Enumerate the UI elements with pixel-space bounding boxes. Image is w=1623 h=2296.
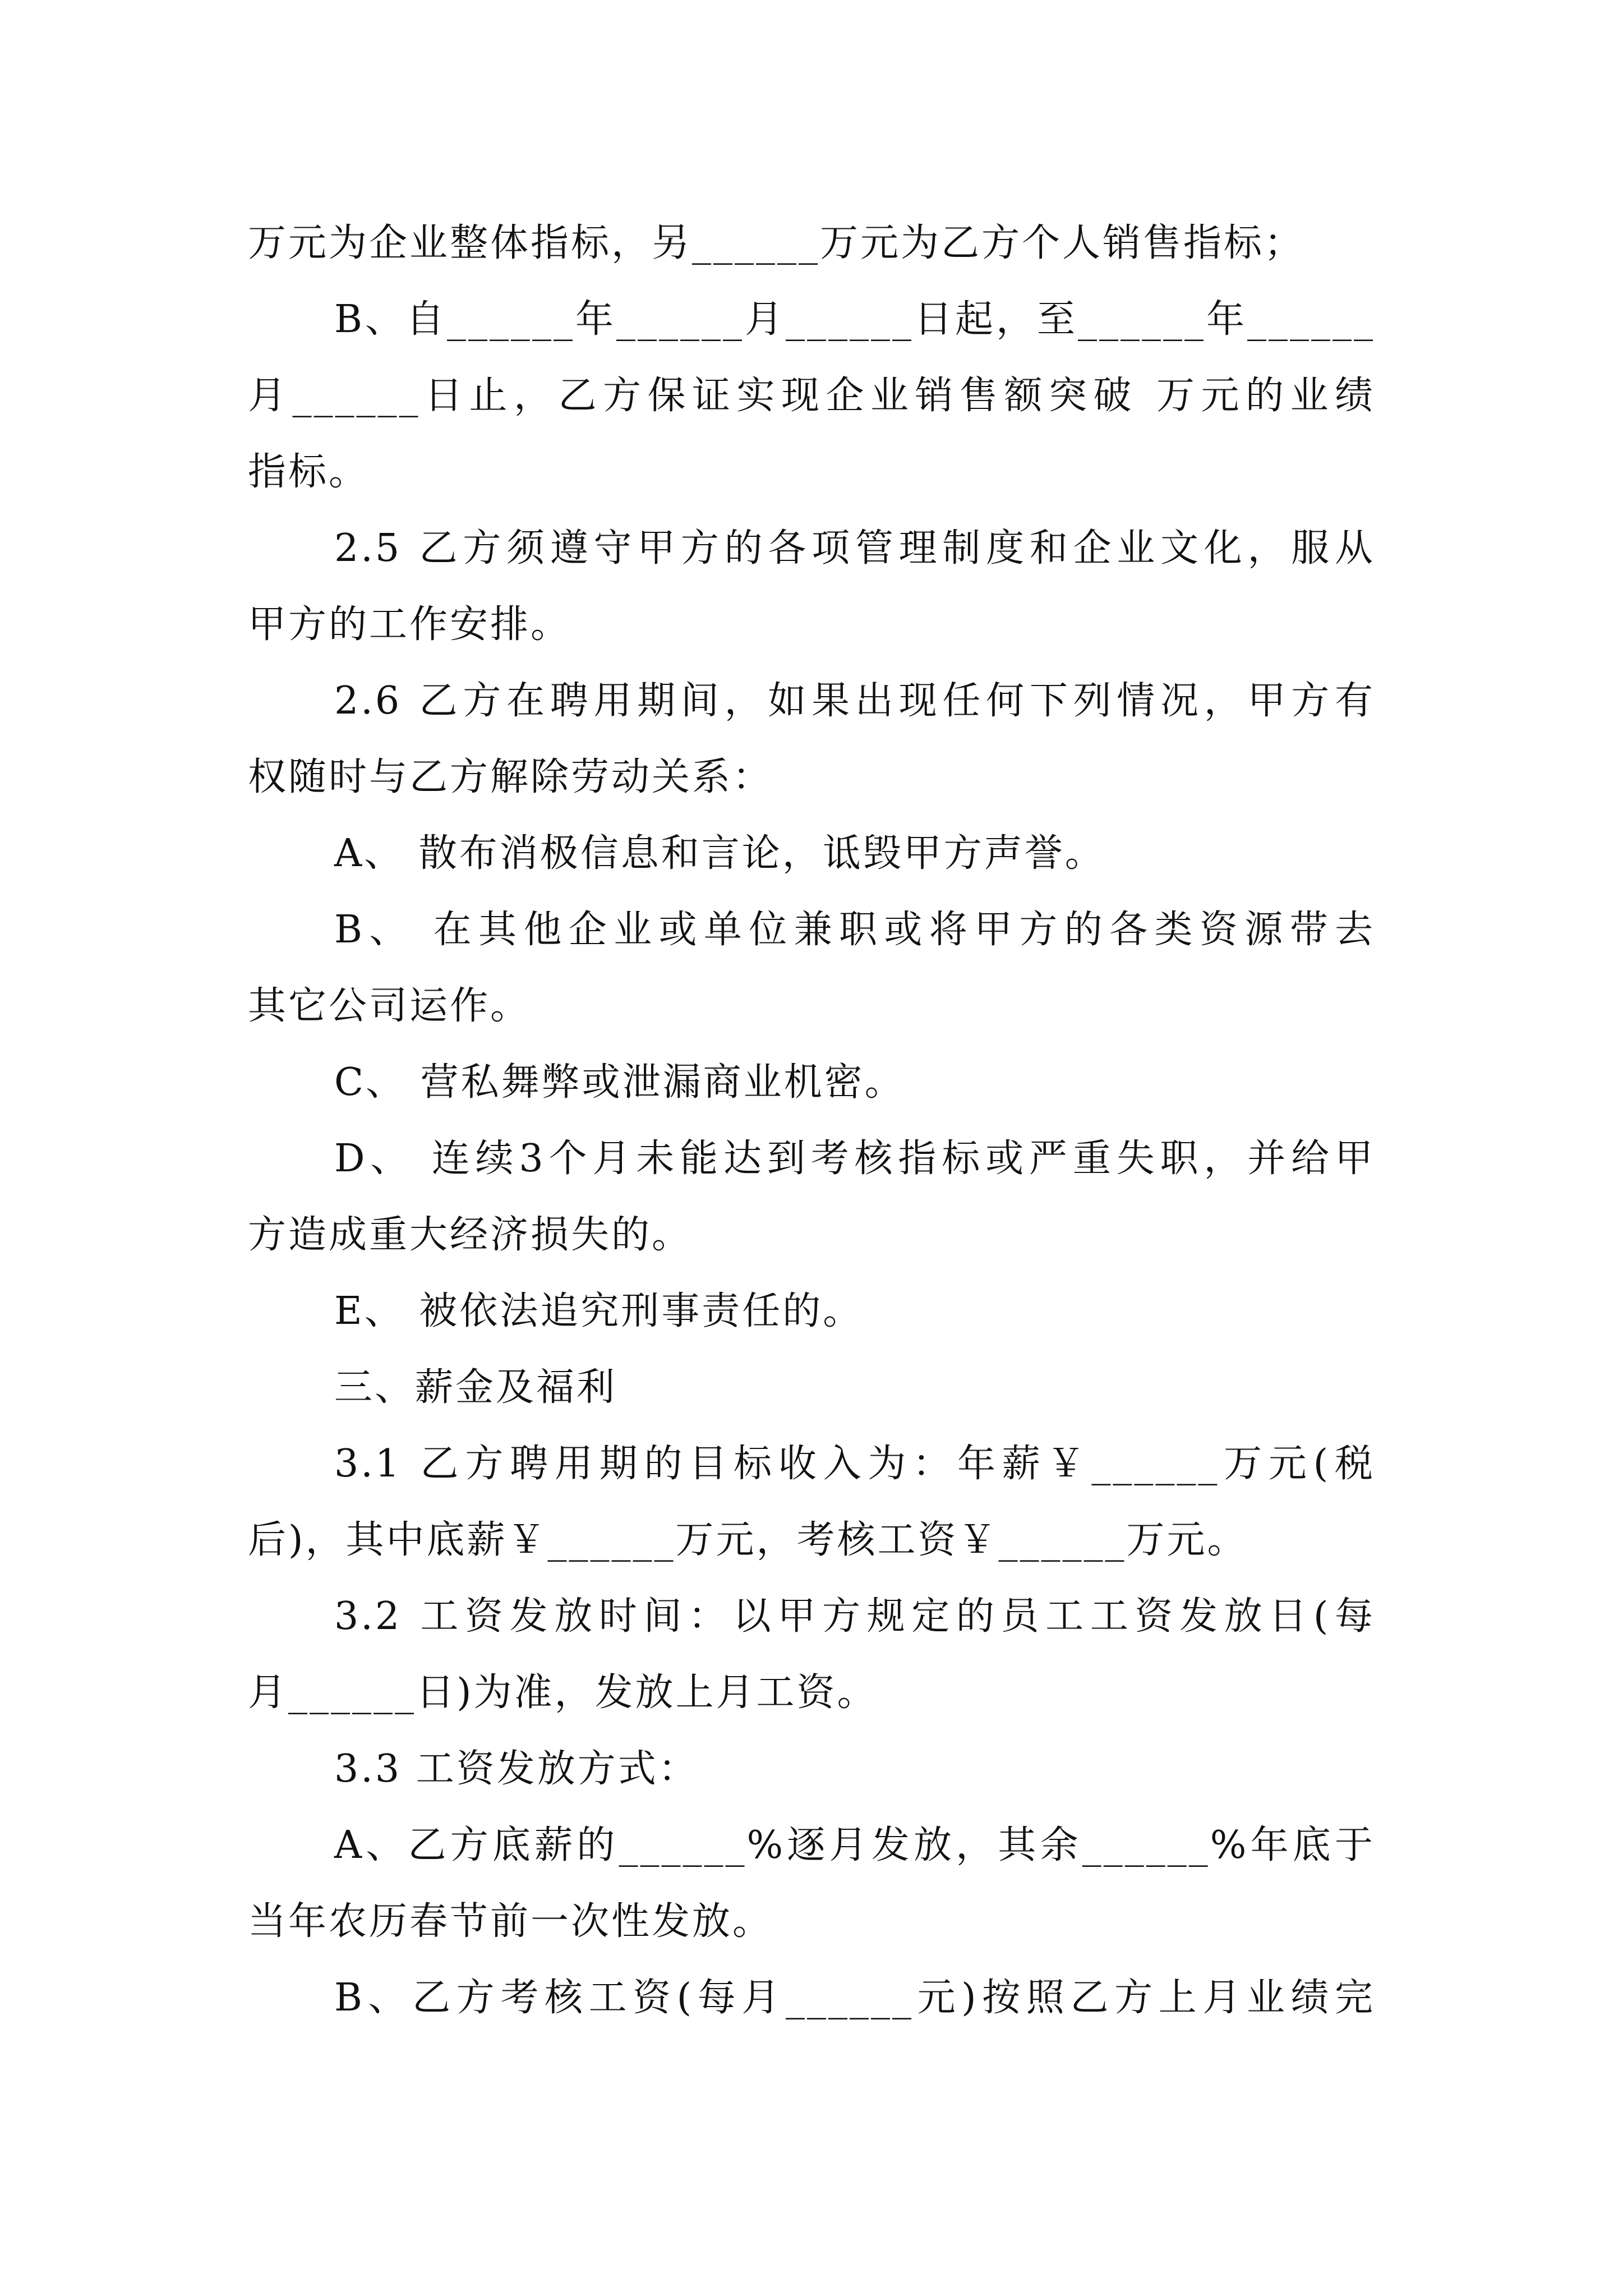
text-line: B、 在其他企业或单位兼职或将甲方的各类资源带去 <box>334 908 1375 952</box>
text-line: B、自______年______月______日起，至______年______ <box>334 297 1375 342</box>
text-line: 方造成重大经济损失的。 <box>248 1213 693 1257</box>
text-line: 3.3 工资发放方式： <box>334 1747 699 1791</box>
text-line: 月______日)为准，发放上月工资。 <box>248 1671 878 1715</box>
text-line: 3.1 乙方聘用期的目标收入为：年薪￥______万元(税 <box>334 1442 1375 1486</box>
text-line: 2.5 乙方须遵守甲方的各项管理制度和企业文化，服从 <box>334 526 1375 570</box>
text-line: C、 营私舞弊或泄漏商业机密。 <box>334 1060 905 1105</box>
text-line: 其它公司运作。 <box>248 984 531 1028</box>
text-line: 甲方的工作安排。 <box>248 602 571 647</box>
text-line: A、 散布消极信息和言论，诋毁甲方声誉。 <box>334 831 1105 876</box>
text-line: 万元为企业整体指标，另______万元为乙方个人销售指标； <box>248 221 1305 265</box>
text-line: 指标。 <box>248 450 370 494</box>
text-line: A、乙方底薪的______%逐月发放，其余______%年底于 <box>334 1823 1375 1867</box>
section-heading: 三、薪金及福利 <box>334 1365 617 1410</box>
text-line: 月______日止，乙方保证实现企业销售额突破 万元的业绩 <box>248 374 1375 418</box>
text-line: D、 连续3个月未能达到考核指标或严重失职，并给甲 <box>334 1137 1375 1181</box>
text-line: 3.2 工资发放时间：以甲方规定的员工工资发放日(每 <box>334 1594 1375 1639</box>
text-line: 2.6 乙方在聘用期间，如果出现任何下列情况，甲方有 <box>334 679 1375 723</box>
text-line: E、 被依法追究刑事责任的。 <box>334 1289 864 1333</box>
text-line: 后)，其中底薪￥______万元，考核工资￥______万元。 <box>248 1518 1248 1562</box>
text-line: 权随时与乙方解除劳动关系： <box>248 755 773 799</box>
text-line: B、乙方考核工资(每月______元)按照乙方上月业绩完 <box>334 1976 1375 2020</box>
text-line: 当年农历春节前一次性发放。 <box>248 1899 773 1944</box>
